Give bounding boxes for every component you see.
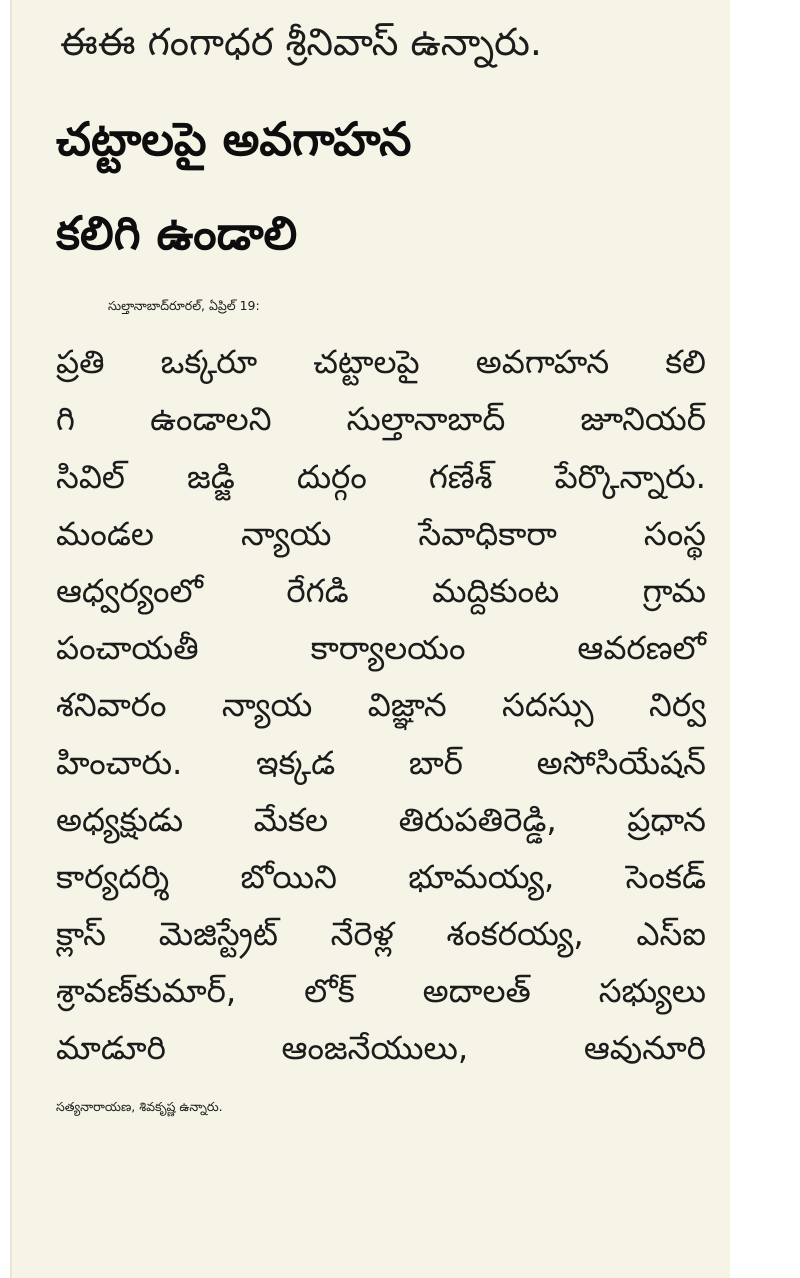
body-line: మాడూరి ఆంజనేయులు, ఆవునూరి xyxy=(56,1029,706,1068)
body-line: పంచాయతీ కార్యాలయం ఆవరణలో xyxy=(56,629,706,668)
body-line: ఆధ్వర్యంలో రేగడి మద్దికుంట గ్రామ xyxy=(56,571,706,610)
body-line: కార్యదర్శి బోయిని భూమయ్య, సెంకడ్ xyxy=(56,857,706,896)
body-line: సత్యనారాయణ, శివకృష్ణ ఉన్నారు. xyxy=(56,1098,223,1114)
body-line: గి ఉండాలని సుల్తానాబాద్ జూనియర్ xyxy=(56,400,706,439)
newspaper-clipping xyxy=(10,0,730,1278)
body-line: అధ్యక్షుడు మేకల తిరుపతిరెడ్డి, ప్రధాన xyxy=(56,800,706,839)
body-line: హించారు. ఇక్కడ బార్ అసోసియేషన్ xyxy=(56,743,706,782)
headline-line: కలిగి ఉండాలి xyxy=(56,206,298,260)
article-headline xyxy=(56,92,696,280)
article-body xyxy=(56,277,716,1135)
body-line: మండల న్యాయ సేవాధికారా సంస్థ xyxy=(56,514,706,553)
body-line: క్లాస్ మెజిస్ట్రేట్ నేరెళ్ల శంకరయ్య, ఎస్ఐ xyxy=(56,915,706,954)
body-line: శ్రావణ్‌కుమార్, లోక్ అదాలత్ సభ్యులు xyxy=(56,972,706,1011)
body-line: శనివారం న్యాయ విజ్ఞాన సదస్సు నిర్వ xyxy=(56,686,706,725)
previous-article-tail: ఈఈ గంగాధర శ్రీనివాస్ ఉన్నారు. xyxy=(60,20,542,64)
body-line: సివిల్ జడ్జి దుర్గం గణేశ్ పేర్కొన్నారు. xyxy=(56,457,706,496)
headline-line: చట్టాలపై అవగాహన xyxy=(56,112,412,166)
dateline: సుల్తానాబాద్‌రూరల్, ఏప్రిల్ 19: xyxy=(108,298,260,313)
body-line: ప్రతి ఒక్కరూ చట్టాలపై అవగాహన కలి xyxy=(56,343,706,382)
page-margin xyxy=(730,0,800,1278)
